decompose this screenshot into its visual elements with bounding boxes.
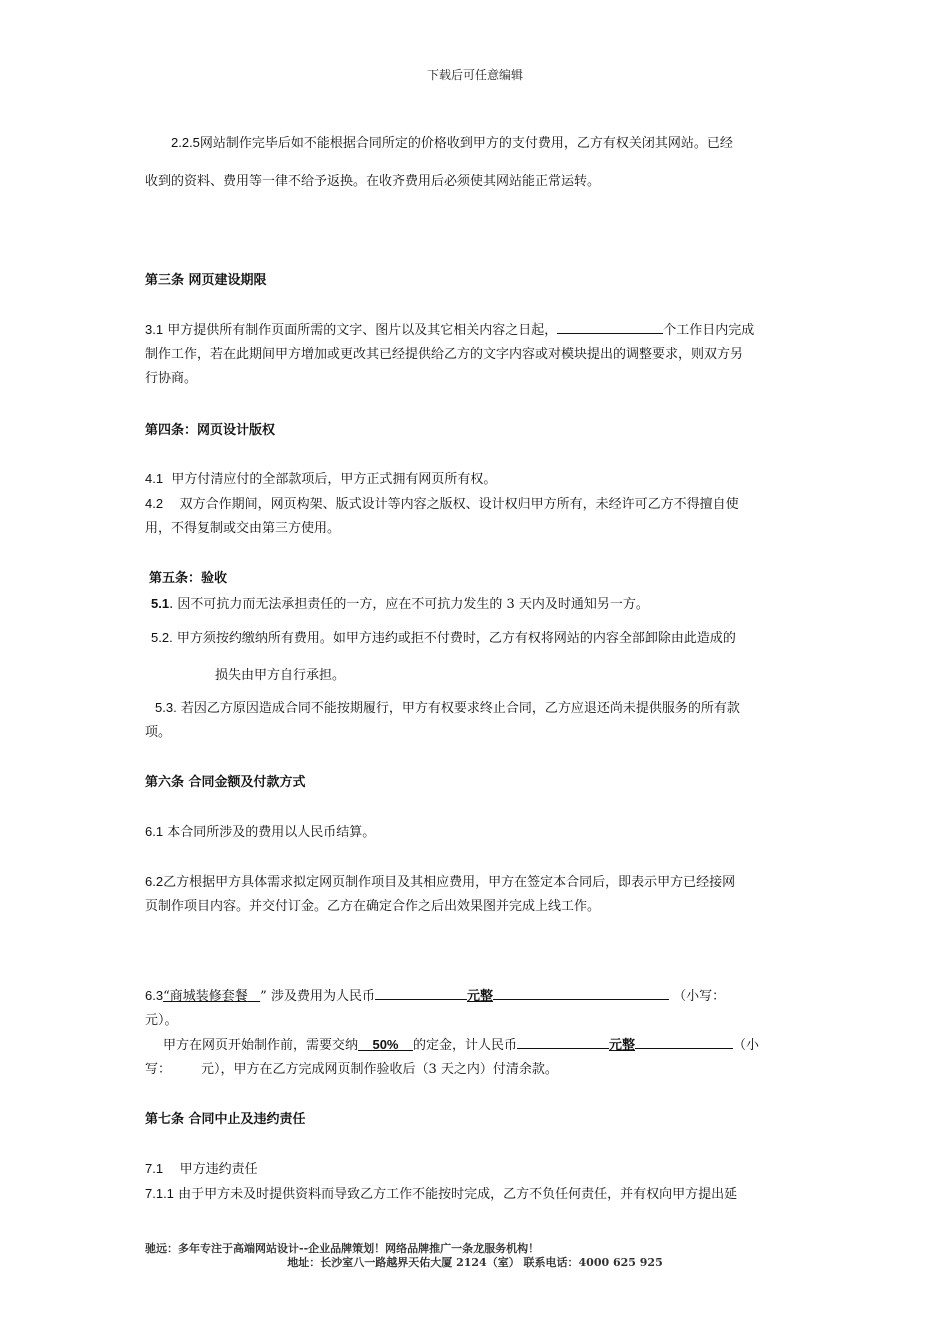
deposit-percent-value: 50% [372,1037,399,1052]
clause-text: 乙方根据甲方具体需求拟定网页制作项目及其相应费用，甲方在签定本合同后，即表示甲方已经接网 [163,875,736,890]
deposit-blank-2 [635,1034,733,1049]
clause-4-2 [145,492,807,517]
article-7-heading: 第七条 合同中止及违约责任 [145,1112,306,1127]
clause-number: 5.3. [155,700,177,715]
clause-number: 7.1.1 [145,1186,174,1201]
clause-6-2-line2: 页制作项目内容。并交付订金。乙方在确定合作之后出效果图并完成上线工作。 [145,899,601,914]
clause-7-1-1 [145,1182,807,1207]
clause-text: 甲方违约责任 [179,1162,258,1177]
clause-number: 4.1 [145,471,164,486]
clause-5-3-line1 [145,696,807,721]
clause-text: 涉及费用为人民币 [270,989,375,1004]
clause-text: 写： [145,1062,172,1077]
article-6-heading: 第六条 合同金额及付款方式 [145,775,306,790]
article-3-heading: 第三条 网页建设期限 [145,273,267,288]
deposit-line2 [145,1058,807,1082]
clause-number: 7.1 [145,1161,164,1176]
clause-5-3-line2: 项。 [145,725,172,740]
footer-address: 地址：长沙室八一路越界天佑大厦 2124（室） 联系电话：4000 625 925 [287,1256,663,1269]
deposit-unit: 元整 [608,1037,635,1052]
clause-text: 若因乙方原因造成合同不能按期履行，甲方有权要求终止合同，乙方应退还尚未提供服务的所有款 [180,701,740,716]
deposit-clause [145,1033,807,1082]
clause-number: 6.2 [145,874,164,889]
amount-blank-2 [493,985,669,1000]
article-4-body [145,467,807,541]
deposit-percent [358,1037,413,1052]
clause-text: 甲方须按约缴纳所有费用。如甲方违约或拒不付费时，乙方有权将网站的内容全部卸除由此造成的 [176,631,736,646]
clause-text: 的定金，计人民币 [412,1038,517,1053]
article-7-body [145,1157,807,1207]
clause-number: 5.1 [151,596,170,611]
footer-slogan: 驰远：多年专注于高端网站设计--企业品牌策划！网络品牌推广一条龙服务机构！ [145,1242,540,1255]
clause-7-1 [145,1157,807,1182]
clause-5-2-line2: 损失由甲方自行承担。 [215,668,346,683]
clause-text: （小写： [673,989,726,1004]
clause-2-2-5-line2: 收到的资料、费用等一律不给予返换。在收齐费用后必须使其网站能正常运转。 [145,174,601,189]
clause-3-1 [145,318,807,391]
article-4-heading: 第四条：网页设计版权 [145,423,276,438]
clause-3-1-line3: 行协商。 [145,371,198,386]
amount-unit: 元整 [466,988,493,1003]
clause-text: 双方合作期间，网页构架、版式设计等内容之版权、设计权归甲方所有，未经许可乙方不得擅自使 [179,497,739,512]
clause-4-1 [145,467,807,492]
clause-6-2 [145,870,807,919]
clause-text: 甲方付清应付的全部款项后，甲方正式拥有网页所有权。 [171,472,497,487]
clause-number: 6.1 [145,824,164,839]
clause-text: 个工作日内完成 [663,323,755,338]
clause-6-2-line1 [145,870,807,895]
clause-text: 元），甲方在乙方完成网页制作验收后（3 天之内）付清余款。 [201,1062,558,1077]
clause-4-2-line2: 用，不得复制或交由第三方使用。 [145,521,341,536]
clause-3-1-line2: 制作工作，若在此期间甲方增加或更改其已经提供给乙方的文字内容或对模块提出的调整要求，则双方另 [145,347,744,362]
clause-5-3 [145,696,807,745]
clause-number: 4.2 [145,496,164,511]
clause-text: 由于甲方未及时提供资料而导致乙方工作不能按时完成，乙方不负任何责任，并有权向甲方提出延 [178,1187,738,1202]
clause-text: 网站制作完毕后如不能根据合同所定的价格收到甲方的支付费用，乙方有权关闭其网站。已经 [199,136,733,151]
clause-text: . 因不可抗力而无法承担责任的一方，应在不可抗力发生的 3 天内及时通知另一方。 [169,597,649,612]
clause-text: （小 [732,1038,759,1053]
clause-6-3 [145,984,807,1033]
clause-2-2-5 [145,124,807,201]
package-name: “商城装修套餐 [163,989,248,1004]
quote-mark: ” [260,989,267,1004]
deposit-line1 [145,1033,807,1058]
clause-2-2-5-line1 [145,124,807,163]
deposit-blank [517,1034,609,1049]
clause-text: 甲方提供所有制作页面所需的文字、图片以及其它相关内容之日起， [167,323,558,338]
days-blank [557,319,663,334]
article-5-heading: 第五条：验收 [149,571,228,586]
clause-5-1 [151,592,813,617]
clause-3-1-line1 [145,318,807,343]
clause-number: 2.2.5 [171,135,200,150]
clause-6-3-line1 [145,984,807,1009]
clause-5-2 [151,626,813,651]
clause-number: 3.1 [145,322,164,337]
page-header: 下载后可任意编辑 [426,68,523,82]
amount-blank [375,985,467,1000]
clause-6-1 [145,820,807,845]
clause-6-3-line2: 元）。 [145,1013,178,1028]
clause-text: 本合同所涉及的费用以人民币结算。 [167,825,376,840]
clause-text: 甲方在网页开始制作前，需要交纳 [163,1038,359,1053]
clause-number: 5.2. [151,630,173,645]
clause-number: 6.3 [145,988,164,1003]
